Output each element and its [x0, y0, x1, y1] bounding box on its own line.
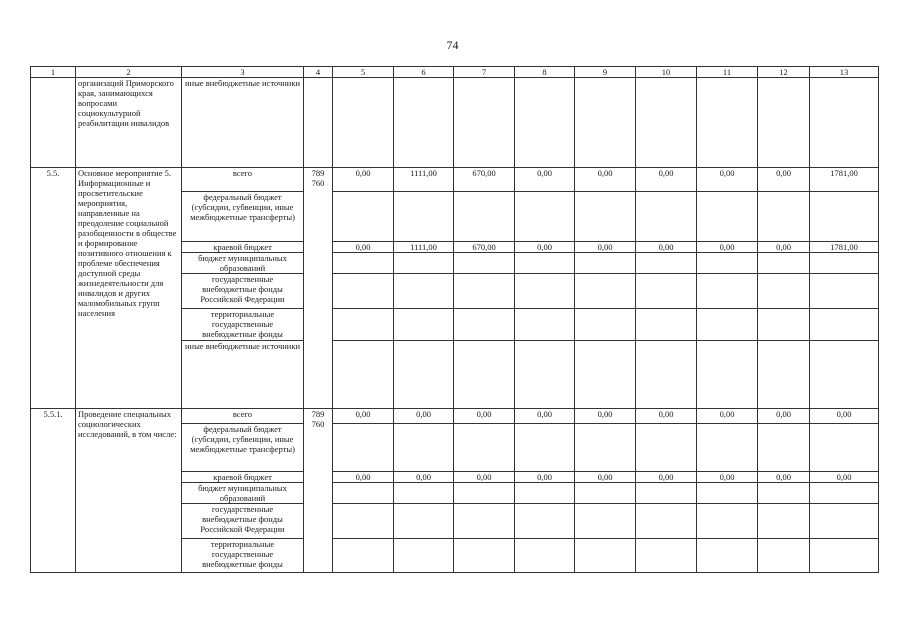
- value-cell: [515, 78, 575, 168]
- value-cell: 1781,00: [810, 242, 879, 253]
- funding-source: федеральный бюджет (субсидии, субвенции, иные межбюджетные трансферты): [182, 192, 304, 242]
- value-cell: [333, 192, 394, 242]
- value-cell: 0,00: [515, 409, 575, 424]
- value-cell: 0,00: [333, 168, 394, 192]
- value-cell: [697, 78, 758, 168]
- column-number-6: 6: [394, 67, 454, 78]
- value-cell: [575, 341, 636, 409]
- value-cell: [333, 274, 394, 309]
- value-cell: [575, 483, 636, 504]
- value-cell: [697, 341, 758, 409]
- value-cell: [575, 192, 636, 242]
- column-number-2: 2: [76, 67, 182, 78]
- value-cell: [454, 424, 515, 472]
- funding-source: всего: [182, 409, 304, 424]
- value-cell: 670,00: [454, 242, 515, 253]
- value-cell: [575, 424, 636, 472]
- page-number: 74: [446, 38, 459, 52]
- value-cell: [515, 539, 575, 573]
- budget-table: [30, 66, 879, 573]
- value-cell: [810, 483, 879, 504]
- value-cell: [575, 274, 636, 309]
- value-cell: [333, 341, 394, 409]
- value-cell: [575, 309, 636, 341]
- value-cell: [636, 483, 697, 504]
- value-cell: [758, 504, 810, 539]
- activity-name: Проведение специальных социологических исследований, в том числе:: [76, 409, 182, 573]
- value-cell: [454, 341, 515, 409]
- value-cell: [454, 504, 515, 539]
- value-cell: [515, 274, 575, 309]
- value-cell: [394, 424, 454, 472]
- value-cell: [758, 341, 810, 409]
- column-numbers-row: [31, 67, 879, 78]
- value-cell: [515, 192, 575, 242]
- value-cell: [394, 341, 454, 409]
- value-cell: [454, 192, 515, 242]
- value-cell: 0,00: [575, 472, 636, 483]
- value-cell: [394, 483, 454, 504]
- funding-source: бюджет муниципальных образований: [182, 253, 304, 274]
- value-cell: [758, 424, 810, 472]
- row-number: 5.5.1.: [31, 409, 76, 573]
- funding-source: государственные внебюджетные фонды Российской Федерации: [182, 504, 304, 539]
- value-cell: [758, 274, 810, 309]
- value-cell: 0,00: [697, 472, 758, 483]
- value-cell: [636, 539, 697, 573]
- column-number-4: 4: [304, 67, 333, 78]
- value-cell: [697, 274, 758, 309]
- value-cell: [454, 274, 515, 309]
- value-cell: [454, 253, 515, 274]
- funding-source: территориальные государственные внебюджетные фонды: [182, 309, 304, 341]
- value-cell: 0,00: [758, 168, 810, 192]
- value-cell: 0,00: [454, 472, 515, 483]
- column-number-8: 8: [515, 67, 575, 78]
- value-cell: [697, 309, 758, 341]
- value-cell: [333, 539, 394, 573]
- funding-source: территориальные государственные внебюджетные фонды: [182, 539, 304, 573]
- activity-name: Основное мероприятие 5. Информационные и просветительские мероприятия, направленные на преодоление социальной разобщенности в обществе и формирование позитивного отношения к проблеме обеспечения доступной среды жизнедеятельности для инвалидов и других маломобильных групп населения: [76, 168, 182, 409]
- value-cell: 0,00: [697, 242, 758, 253]
- value-cell: [697, 253, 758, 274]
- column-number-5: 5: [333, 67, 394, 78]
- value-cell: [515, 424, 575, 472]
- value-cell: 0,00: [394, 472, 454, 483]
- table-row: [31, 168, 879, 192]
- value-cell: [810, 192, 879, 242]
- value-cell: [697, 483, 758, 504]
- value-cell: [515, 253, 575, 274]
- value-cell: [575, 539, 636, 573]
- column-number-1: 1: [31, 67, 76, 78]
- activity-name: организаций Приморского края, занимающихся вопросами социокультурной реабилитации инвалидов: [76, 78, 182, 168]
- value-cell: [758, 253, 810, 274]
- value-cell: 0,00: [758, 409, 810, 424]
- value-cell: 0,00: [636, 409, 697, 424]
- value-cell: 0,00: [697, 168, 758, 192]
- column-number-9: 9: [575, 67, 636, 78]
- value-cell: [810, 504, 879, 539]
- value-cell: 0,00: [515, 168, 575, 192]
- value-cell: [394, 78, 454, 168]
- value-cell: [333, 424, 394, 472]
- value-cell: [394, 274, 454, 309]
- value-cell: 0,00: [697, 409, 758, 424]
- table-row: [31, 78, 879, 168]
- table-row: [31, 409, 879, 424]
- value-cell: 0,00: [636, 242, 697, 253]
- value-cell: [636, 253, 697, 274]
- value-cell: [575, 504, 636, 539]
- value-cell: [454, 309, 515, 341]
- funding-source: иные внебюджетные источники: [182, 78, 304, 168]
- value-cell: [636, 424, 697, 472]
- value-cell: [636, 274, 697, 309]
- value-cell: 0,00: [636, 168, 697, 192]
- value-cell: [810, 274, 879, 309]
- value-cell: [758, 78, 810, 168]
- value-cell: 0,00: [636, 472, 697, 483]
- value-cell: 670,00: [454, 168, 515, 192]
- value-cell: [333, 309, 394, 341]
- column-number-11: 11: [697, 67, 758, 78]
- value-cell: [810, 539, 879, 573]
- funding-source: федеральный бюджет (субсидии, субвенции, иные межбюджетные трансферты): [182, 424, 304, 472]
- value-cell: [636, 192, 697, 242]
- value-cell: 0,00: [810, 472, 879, 483]
- funding-source: краевой бюджет: [182, 472, 304, 483]
- column-number-7: 7: [454, 67, 515, 78]
- value-cell: 0,00: [394, 409, 454, 424]
- funding-source: всего: [182, 168, 304, 192]
- value-cell: [697, 192, 758, 242]
- value-cell: [575, 78, 636, 168]
- value-cell: 0,00: [515, 242, 575, 253]
- value-cell: 0,00: [575, 409, 636, 424]
- value-cell: 0,00: [758, 242, 810, 253]
- value-cell: [636, 78, 697, 168]
- value-cell: [394, 309, 454, 341]
- value-cell: [394, 253, 454, 274]
- value-cell: [333, 483, 394, 504]
- value-cell: [758, 539, 810, 573]
- value-cell: 1111,00: [394, 168, 454, 192]
- row-number: [31, 78, 76, 168]
- funding-source: краевой бюджет: [182, 242, 304, 253]
- value-cell: [333, 253, 394, 274]
- value-cell: [697, 424, 758, 472]
- value-cell: 1111,00: [394, 242, 454, 253]
- value-cell: 0,00: [333, 409, 394, 424]
- value-cell: 0,00: [333, 472, 394, 483]
- value-cell: [810, 309, 879, 341]
- value-cell: [515, 309, 575, 341]
- value-cell: [636, 309, 697, 341]
- value-cell: [810, 424, 879, 472]
- column-number-10: 10: [636, 67, 697, 78]
- value-cell: [758, 192, 810, 242]
- value-cell: [454, 483, 515, 504]
- value-cell: [394, 192, 454, 242]
- column-number-13: 13: [810, 67, 879, 78]
- value-cell: [697, 539, 758, 573]
- value-cell: [394, 504, 454, 539]
- value-cell: [454, 78, 515, 168]
- value-cell: 0,00: [515, 472, 575, 483]
- value-cell: 0,00: [758, 472, 810, 483]
- value-cell: [454, 539, 515, 573]
- value-cell: [758, 483, 810, 504]
- value-cell: 0,00: [575, 242, 636, 253]
- value-cell: [636, 341, 697, 409]
- value-cell: 0,00: [454, 409, 515, 424]
- value-cell: [304, 78, 333, 168]
- value-cell: [333, 78, 394, 168]
- budget-code: 789 760: [304, 409, 333, 573]
- value-cell: [758, 309, 810, 341]
- value-cell: [333, 504, 394, 539]
- value-cell: [515, 504, 575, 539]
- value-cell: [394, 539, 454, 573]
- value-cell: [810, 341, 879, 409]
- column-number-3: 3: [182, 67, 304, 78]
- funding-source: иные внебюджетные источники: [182, 341, 304, 409]
- value-cell: [810, 78, 879, 168]
- value-cell: [515, 341, 575, 409]
- value-cell: [515, 483, 575, 504]
- value-cell: [575, 253, 636, 274]
- funding-source: бюджет муниципальных образований: [182, 483, 304, 504]
- column-number-12: 12: [758, 67, 810, 78]
- value-cell: [810, 253, 879, 274]
- funding-source: государственные внебюджетные фонды Российской Федерации: [182, 274, 304, 309]
- budget-code: 789 760: [304, 168, 333, 409]
- value-cell: 0,00: [575, 168, 636, 192]
- value-cell: 0,00: [810, 409, 879, 424]
- table-body: [31, 67, 879, 573]
- value-cell: [636, 504, 697, 539]
- value-cell: 1781,00: [810, 168, 879, 192]
- value-cell: [697, 504, 758, 539]
- value-cell: 0,00: [333, 242, 394, 253]
- row-number: 5.5.: [31, 168, 76, 409]
